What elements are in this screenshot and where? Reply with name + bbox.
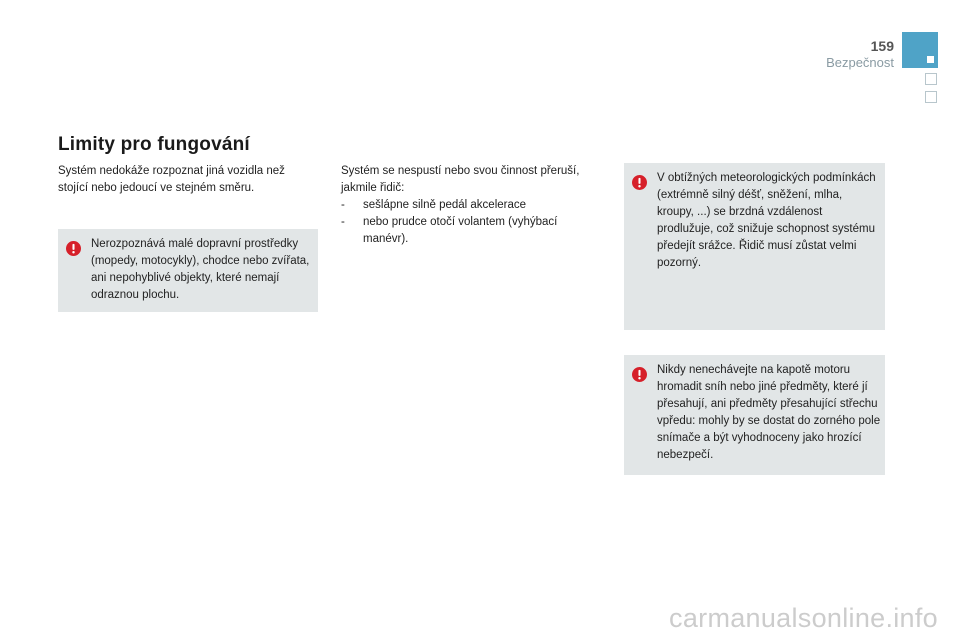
warning-icon	[66, 241, 81, 256]
section-title: Bezpečnost	[826, 55, 894, 70]
column2-intro: Systém se nespustí nebo svou činnost přeruší, jakmile řidič:	[341, 165, 580, 194]
watermark: carmanualsonline.info	[669, 603, 938, 633]
section-tab[interactable]	[925, 73, 937, 85]
warning-note-text: Nerozpoznává malé dopravní prostředky (mopedy, motocykly), chodce nebo zvířata, ani nepohyblivé objekty, které nemají odraznou plochu.	[91, 238, 310, 301]
column1-intro: Systém nedokáže rozpoznat jiná vozidla než stojící nebo jedoucí ve stejném směru.	[58, 165, 285, 194]
warning-icon	[632, 175, 647, 190]
page-heading: Limity pro fungování	[58, 134, 250, 155]
list-item-text: sešlápne silně pedál akcelerace	[363, 199, 527, 211]
list-dash: -	[341, 216, 345, 228]
warning-note-text: V obtížných meteorologických podmínkách (extrémně silný déšť, sněžení, mlha, kroupy, ...) se brzdná vzdálenost prodlužuje, což snižuje schopnost systému předejít srážce. Řidič musí zůstat velmi pozorný.	[657, 172, 876, 269]
page-number: 159	[870, 38, 894, 54]
list-dash: -	[341, 199, 345, 211]
tab-marker	[927, 56, 934, 63]
section-tab-active[interactable]	[902, 32, 938, 68]
warning-note-text: Nikdy nenechávejte na kapotě motoru hromadit sníh nebo jiné předměty, které jí přesahují, ani předměty přesahující střechu vpředu: mohly by se dostat do zorného pole snímače a být vyhodnoceny jako hrozící nebezpečí.	[657, 364, 881, 461]
column2-block	[341, 163, 601, 248]
warning-note	[624, 355, 885, 475]
warning-note	[624, 163, 885, 330]
list-item	[341, 214, 601, 248]
section-tab[interactable]	[925, 91, 937, 103]
warning-note	[58, 229, 318, 312]
list-item	[341, 197, 601, 214]
warning-icon	[632, 367, 647, 382]
list-item-text: nebo prudce otočí volantem (vyhýbací manévr).	[363, 216, 558, 245]
